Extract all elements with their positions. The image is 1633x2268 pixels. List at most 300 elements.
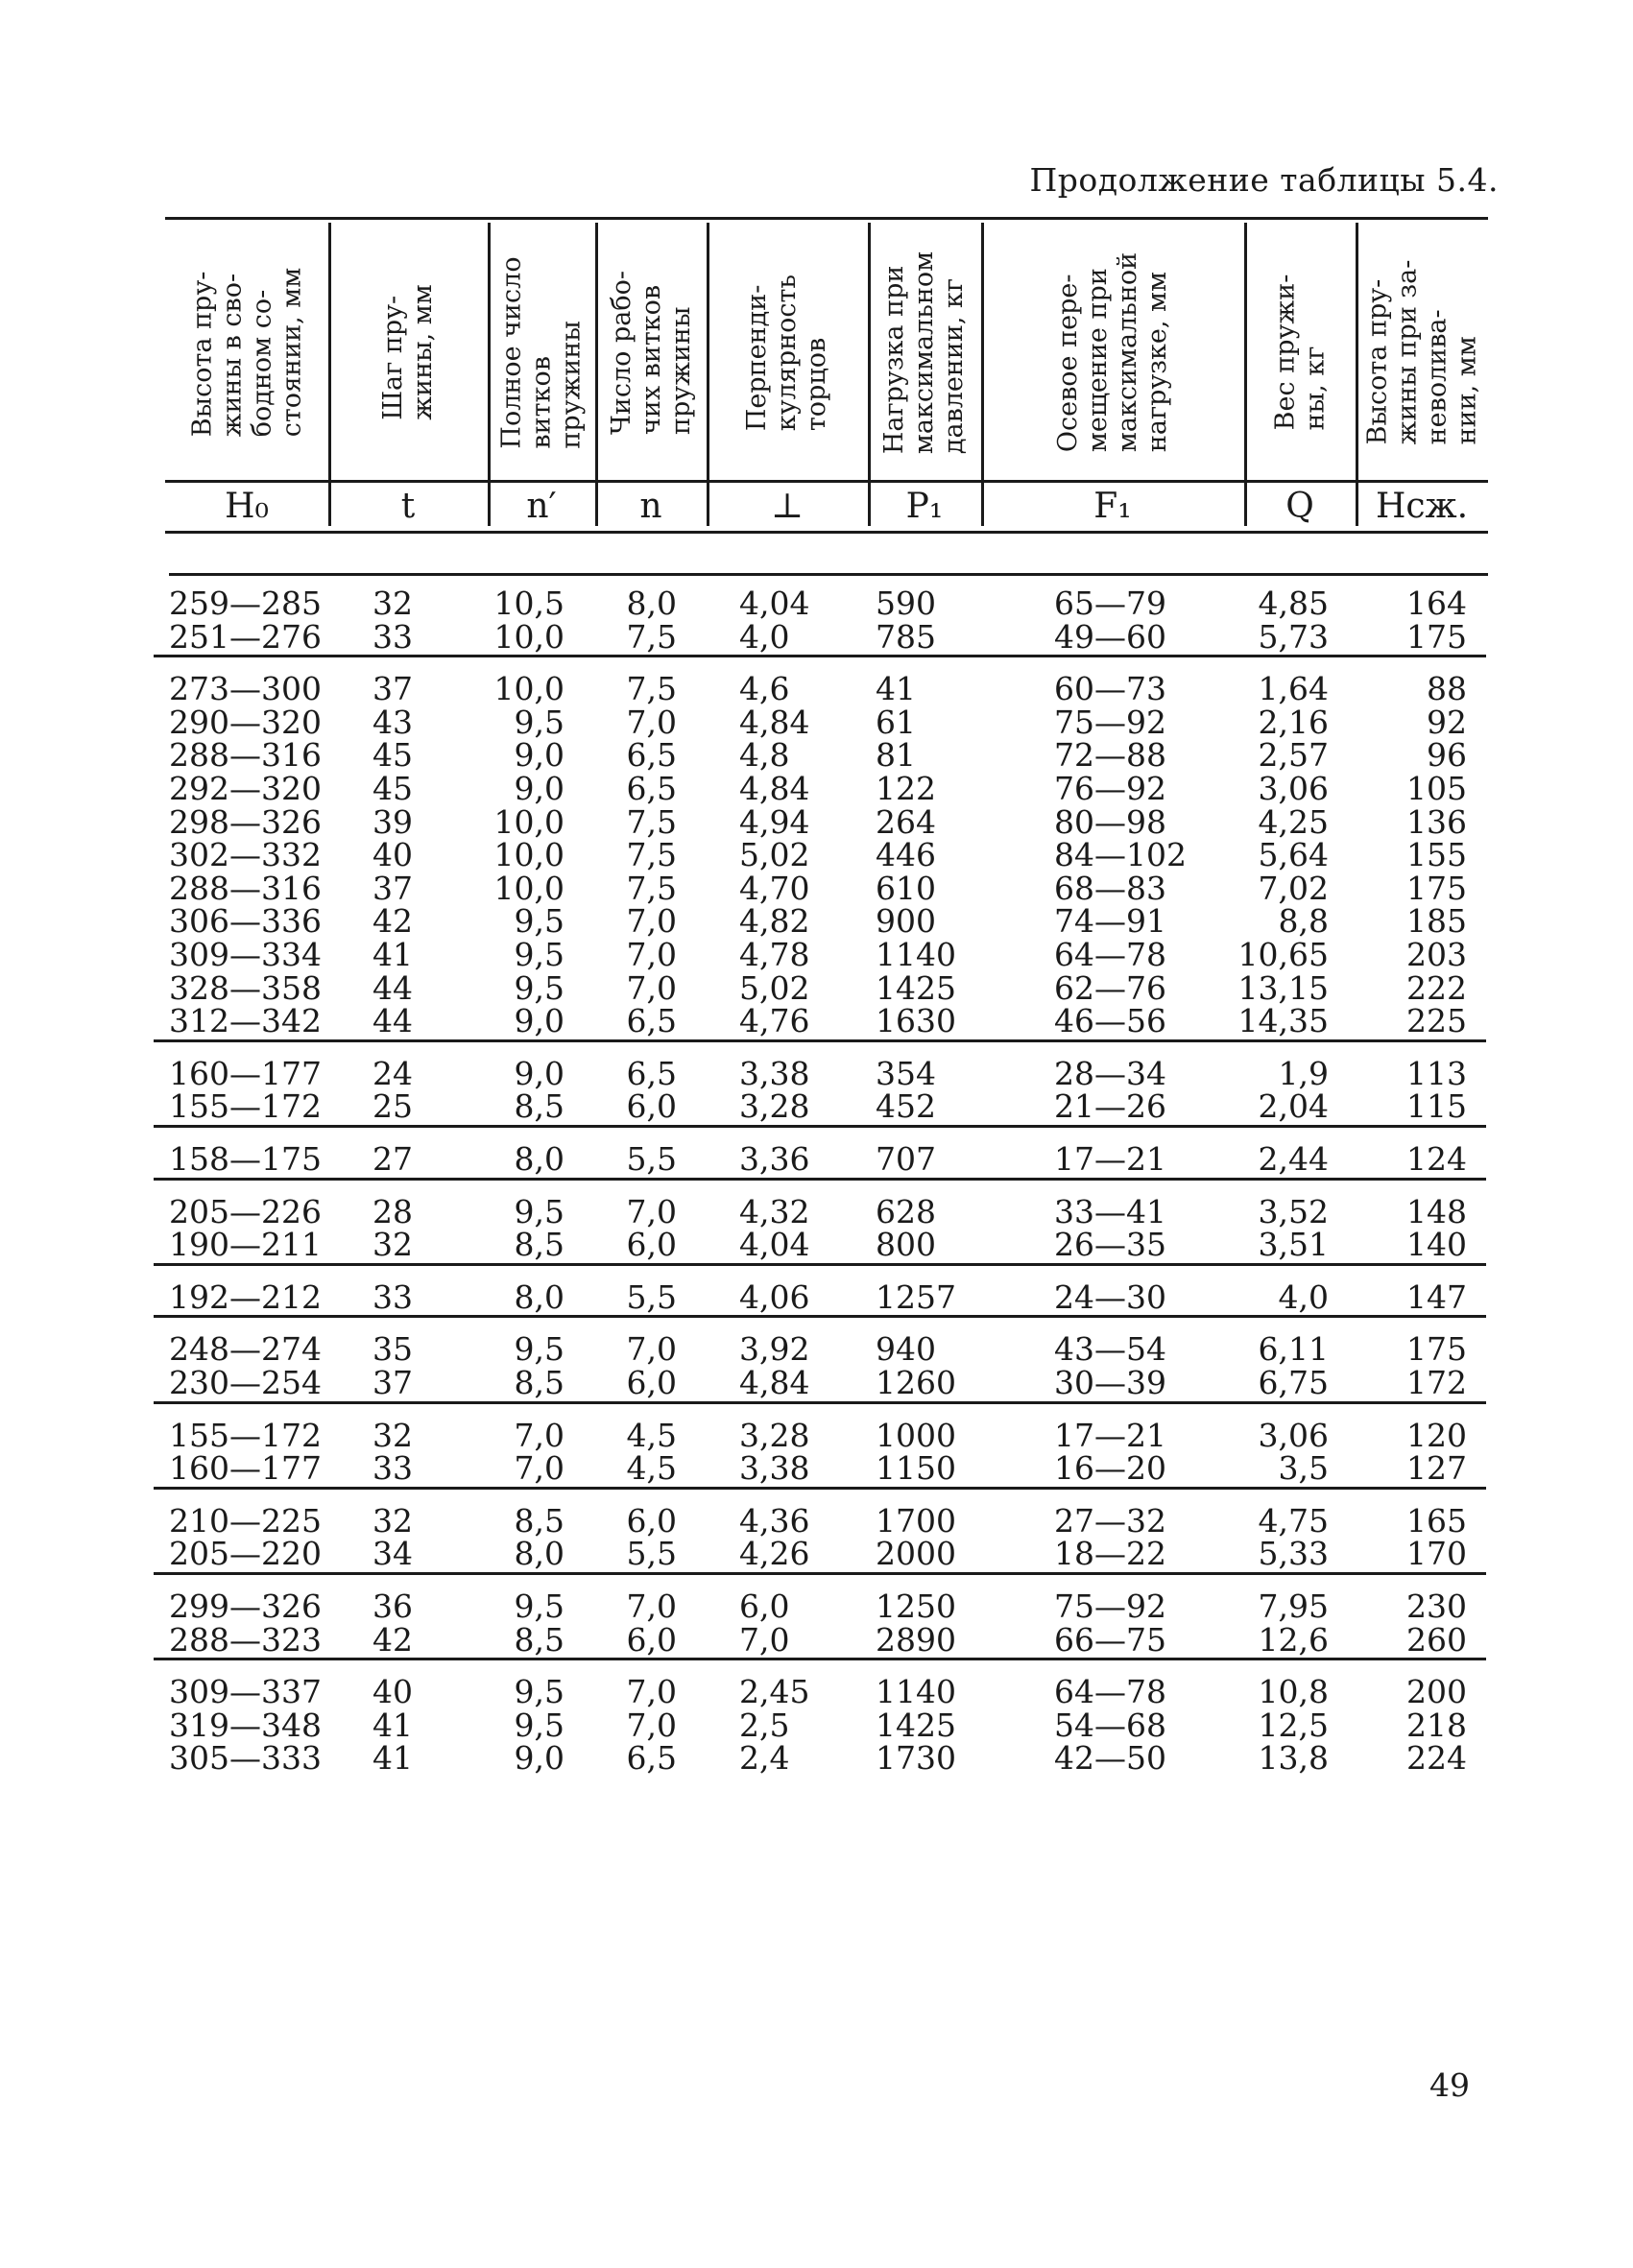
cell-n: 7,0 <box>626 968 677 1007</box>
cell-t: 39 <box>372 802 413 841</box>
cell-h0: 210—225 <box>169 1501 322 1540</box>
cell-n: 5,5 <box>626 1277 677 1316</box>
cell-p1: 900 <box>876 902 936 941</box>
header-symbol-n: n <box>639 487 662 526</box>
cell-q: 14,35 <box>1237 1002 1329 1040</box>
cell-p1: 2890 <box>876 1620 956 1659</box>
cell-p1: 452 <box>876 1087 936 1126</box>
cell-p1: 446 <box>876 836 936 874</box>
cell-perp: 4,06 <box>739 1277 810 1316</box>
cell-n: 7,0 <box>626 902 677 941</box>
cell-f1: 46—56 <box>1054 1002 1166 1040</box>
cell-t: 24 <box>372 1054 413 1092</box>
cell-p1: 1700 <box>876 1501 956 1540</box>
cell-h0: 251—276 <box>169 617 322 656</box>
cell-hsz: 155 <box>1406 836 1467 874</box>
cell-h0: 299—326 <box>169 1588 322 1625</box>
cell-t: 44 <box>372 968 413 1007</box>
cell-q: 5,33 <box>1258 1535 1329 1573</box>
cell-perp: 2,45 <box>739 1673 810 1711</box>
cell-f1: 65—79 <box>1054 585 1166 622</box>
cell-f1: 68—83 <box>1054 869 1166 907</box>
cell-f1: 24—30 <box>1054 1277 1166 1316</box>
cell-p1: 41 <box>876 670 916 708</box>
cell-f1: 66—75 <box>1054 1620 1166 1659</box>
cell-t: 27 <box>372 1140 413 1178</box>
cell-p1: 81 <box>876 736 916 775</box>
cell-n1: 9,0 <box>514 1054 564 1092</box>
header-label-h0: Высота пру- жины в сво- бодном со- стоянии, мм <box>187 267 307 438</box>
cell-t: 25 <box>372 1087 413 1126</box>
cell-t: 33 <box>372 617 413 656</box>
cell-t: 37 <box>372 1364 413 1401</box>
cell-f1: 27—32 <box>1054 1501 1166 1540</box>
cell-h0: 192—212 <box>169 1277 322 1316</box>
cell-q: 10,8 <box>1258 1673 1329 1711</box>
cell-f1: 30—39 <box>1054 1364 1166 1401</box>
cell-q: 1,9 <box>1278 1054 1329 1092</box>
cell-f1: 60—73 <box>1054 670 1166 708</box>
cell-n: 4,5 <box>626 1416 677 1454</box>
cell-hsz: 113 <box>1406 1054 1467 1092</box>
header-cell-q <box>1244 227 1356 478</box>
header-symbol-hsz: Нсж. <box>1375 487 1469 526</box>
cell-p1: 707 <box>876 1140 936 1178</box>
cell-n1: 9,5 <box>514 1673 564 1711</box>
cell-h0: 292—320 <box>169 770 322 807</box>
header-cell-n <box>595 227 707 478</box>
header-symbol-t: t <box>400 487 416 526</box>
cell-f1: 26—35 <box>1054 1226 1166 1264</box>
cell-n1: 10,5 <box>493 585 564 622</box>
cell-q: 3,51 <box>1258 1226 1329 1264</box>
cell-n: 7,5 <box>626 670 677 708</box>
cell-p1: 590 <box>876 585 936 622</box>
cell-f1: 17—21 <box>1054 1416 1166 1454</box>
cell-q: 2,44 <box>1258 1140 1329 1178</box>
table-top-rule <box>165 217 1488 220</box>
cell-t: 42 <box>372 1620 413 1659</box>
cell-n1: 9,5 <box>514 936 564 973</box>
header-symbol-p1: P₁ <box>905 487 944 526</box>
cell-n: 7,0 <box>626 1588 677 1625</box>
cell-h0: 230—254 <box>169 1364 322 1401</box>
cell-f1: 74—91 <box>1054 902 1166 941</box>
cell-h0: 302—332 <box>169 836 322 874</box>
cell-h0: 319—348 <box>169 1706 322 1744</box>
cell-p1: 1140 <box>876 1673 956 1711</box>
cell-h0: 160—177 <box>169 1449 322 1488</box>
cell-f1: 54—68 <box>1054 1706 1166 1744</box>
cell-n1: 8,5 <box>514 1087 564 1126</box>
cell-t: 36 <box>372 1588 413 1625</box>
cell-q: 10,65 <box>1237 936 1329 973</box>
cell-n1: 8,5 <box>514 1620 564 1659</box>
cell-q: 3,52 <box>1258 1192 1329 1230</box>
cell-perp: 3,38 <box>739 1054 810 1092</box>
cell-f1: 76—92 <box>1054 770 1166 807</box>
cell-t: 41 <box>372 936 413 973</box>
cell-perp: 4,6 <box>739 670 790 708</box>
cell-h0: 205—226 <box>169 1192 322 1230</box>
cell-f1: 75—92 <box>1054 703 1166 741</box>
cell-f1: 64—78 <box>1054 1673 1166 1711</box>
cell-t: 32 <box>372 1501 413 1540</box>
group-separator <box>154 1263 1486 1266</box>
cell-q: 4,0 <box>1278 1277 1329 1316</box>
cell-perp: 4,78 <box>739 936 810 973</box>
cell-t: 33 <box>372 1449 413 1488</box>
cell-hsz: 136 <box>1406 802 1467 841</box>
cell-n: 6,5 <box>626 1739 677 1778</box>
cell-p1: 628 <box>876 1192 936 1230</box>
group-separator <box>154 1401 1486 1404</box>
cell-hsz: 230 <box>1406 1588 1467 1625</box>
cell-hsz: 120 <box>1406 1416 1467 1454</box>
cell-t: 45 <box>372 770 413 807</box>
cell-n1: 9,0 <box>514 736 564 775</box>
cell-p1: 1250 <box>876 1588 956 1625</box>
cell-n: 4,5 <box>626 1449 677 1488</box>
cell-hsz: 185 <box>1406 902 1467 941</box>
cell-q: 7,95 <box>1258 1588 1329 1625</box>
header-label-q: Вес пружи- ны, кг <box>1270 274 1330 431</box>
cell-t: 44 <box>372 1002 413 1040</box>
cell-hsz: 175 <box>1406 1330 1467 1369</box>
cell-p1: 122 <box>876 770 936 807</box>
cell-h0: 312—342 <box>169 1002 322 1040</box>
cell-hsz: 222 <box>1406 968 1467 1007</box>
group-separator <box>154 655 1486 657</box>
header-cell-t <box>328 227 488 478</box>
cell-t: 32 <box>372 585 413 622</box>
cell-hsz: 96 <box>1427 736 1467 775</box>
cell-n: 7,0 <box>626 1192 677 1230</box>
header-label-f1: Осевое пере- мещение при максимальной нагрузке, мм <box>1052 251 1172 453</box>
cell-f1: 84—102 <box>1054 836 1187 874</box>
cell-t: 40 <box>372 1673 413 1711</box>
header-label-n1: Полное число витков пружины <box>496 255 587 449</box>
cell-q: 6,11 <box>1258 1330 1329 1369</box>
cell-perp: 4,04 <box>739 585 810 622</box>
cell-n1: 9,0 <box>514 1739 564 1778</box>
header-label-hsz: Высота пру- жины при за- неволива- нии, мм <box>1362 259 1481 445</box>
cell-q: 4,85 <box>1258 585 1329 622</box>
cell-q: 2,57 <box>1258 736 1329 775</box>
cell-perp: 4,8 <box>739 736 790 775</box>
cell-f1: 16—20 <box>1054 1449 1166 1488</box>
table-body-rule <box>169 573 1488 576</box>
cell-q: 8,8 <box>1278 902 1329 941</box>
cell-perp: 7,0 <box>739 1620 790 1659</box>
cell-n1: 9,5 <box>514 703 564 741</box>
cell-f1: 49—60 <box>1054 617 1166 656</box>
cell-h0: 155—172 <box>169 1416 322 1454</box>
cell-n1: 10,0 <box>493 670 564 708</box>
group-separator <box>154 1572 1486 1575</box>
cell-hsz: 218 <box>1406 1706 1467 1744</box>
cell-h0: 155—172 <box>169 1087 322 1126</box>
cell-p1: 1257 <box>876 1277 956 1316</box>
cell-n1: 10,0 <box>493 869 564 907</box>
cell-p1: 354 <box>876 1054 936 1092</box>
cell-perp: 4,70 <box>739 869 810 907</box>
cell-p1: 800 <box>876 1226 936 1264</box>
cell-h0: 248—274 <box>169 1330 322 1369</box>
cell-p1: 1630 <box>876 1002 956 1040</box>
header-label-t: Шаг пру- жины, мм <box>378 284 438 420</box>
cell-n: 5,5 <box>626 1140 677 1178</box>
cell-h0: 273—300 <box>169 670 322 708</box>
header-symbol-q: Q <box>1285 487 1314 526</box>
cell-n: 7,0 <box>626 936 677 973</box>
cell-n1: 8,0 <box>514 1277 564 1316</box>
cell-n1: 8,5 <box>514 1364 564 1401</box>
header-cell-n1 <box>488 227 595 478</box>
cell-n: 7,0 <box>626 703 677 741</box>
cell-perp: 4,0 <box>739 617 790 656</box>
cell-n: 6,5 <box>626 1002 677 1040</box>
cell-hsz: 165 <box>1406 1501 1467 1540</box>
header-cell-perp <box>707 227 868 478</box>
cell-n1: 8,5 <box>514 1501 564 1540</box>
cell-h0: 288—316 <box>169 869 322 907</box>
cell-t: 28 <box>372 1192 413 1230</box>
cell-perp: 4,26 <box>739 1535 810 1573</box>
cell-p1: 1000 <box>876 1416 956 1454</box>
cell-h0: 305—333 <box>169 1739 322 1778</box>
cell-perp: 6,0 <box>739 1588 790 1625</box>
cell-h0: 288—323 <box>169 1620 322 1659</box>
cell-hsz: 140 <box>1406 1226 1467 1264</box>
cell-n: 5,5 <box>626 1535 677 1573</box>
cell-p1: 1425 <box>876 968 956 1007</box>
cell-hsz: 175 <box>1406 869 1467 907</box>
cell-perp: 4,32 <box>739 1192 810 1230</box>
cell-h0: 309—334 <box>169 936 322 973</box>
cell-hsz: 203 <box>1406 936 1467 973</box>
cell-t: 32 <box>372 1226 413 1264</box>
cell-hsz: 127 <box>1406 1449 1467 1488</box>
cell-n: 6,5 <box>626 1054 677 1092</box>
cell-q: 2,04 <box>1258 1087 1329 1126</box>
header-symbol-perp: ⊥ <box>771 487 804 526</box>
header-cell-h0 <box>165 227 328 478</box>
cell-n: 6,0 <box>626 1620 677 1659</box>
cell-p1: 1425 <box>876 1706 956 1744</box>
cell-q: 4,25 <box>1258 802 1329 841</box>
cell-n1: 9,0 <box>514 770 564 807</box>
cell-n: 7,5 <box>626 869 677 907</box>
cell-q: 6,75 <box>1258 1364 1329 1401</box>
cell-n1: 8,5 <box>514 1226 564 1264</box>
cell-n1: 10,0 <box>493 836 564 874</box>
cell-f1: 62—76 <box>1054 968 1166 1007</box>
cell-hsz: 92 <box>1427 703 1467 741</box>
page-number: 49 <box>1429 2066 1470 2104</box>
cell-p1: 940 <box>876 1330 936 1369</box>
cell-h0: 259—285 <box>169 585 322 622</box>
cell-hsz: 260 <box>1406 1620 1467 1659</box>
cell-perp: 3,28 <box>739 1087 810 1126</box>
cell-perp: 4,94 <box>739 802 810 841</box>
header-symbol-n1: n′ <box>526 487 557 526</box>
cell-n1: 10,0 <box>493 802 564 841</box>
group-separator <box>154 1178 1486 1181</box>
cell-q: 5,73 <box>1258 617 1329 656</box>
cell-perp: 3,28 <box>739 1416 810 1454</box>
cell-h0: 328—358 <box>169 968 322 1007</box>
cell-t: 41 <box>372 1706 413 1744</box>
cell-n: 6,0 <box>626 1501 677 1540</box>
cell-q: 3,5 <box>1278 1449 1329 1488</box>
cell-n: 7,0 <box>626 1706 677 1744</box>
cell-t: 43 <box>372 703 413 741</box>
cell-q: 3,06 <box>1258 770 1329 807</box>
cell-p1: 1260 <box>876 1364 956 1401</box>
table-header-rule <box>165 480 1488 483</box>
cell-hsz: 200 <box>1406 1673 1467 1711</box>
cell-hsz: 124 <box>1406 1140 1467 1178</box>
cell-q: 2,16 <box>1258 703 1329 741</box>
cell-hsz: 88 <box>1427 670 1467 708</box>
cell-n: 7,0 <box>626 1673 677 1711</box>
cell-hsz: 225 <box>1406 1002 1467 1040</box>
cell-p1: 785 <box>876 617 936 656</box>
cell-perp: 4,84 <box>739 1364 810 1401</box>
cell-f1: 64—78 <box>1054 936 1166 973</box>
cell-f1: 28—34 <box>1054 1054 1166 1092</box>
cell-hsz: 172 <box>1406 1364 1467 1401</box>
group-separator <box>154 1125 1486 1128</box>
cell-perp: 4,84 <box>739 770 810 807</box>
cell-t: 37 <box>372 670 413 708</box>
cell-n: 6,0 <box>626 1364 677 1401</box>
cell-p1: 264 <box>876 802 936 841</box>
cell-n1: 9,5 <box>514 902 564 941</box>
cell-f1: 42—50 <box>1054 1739 1166 1778</box>
cell-n1: 8,0 <box>514 1140 564 1178</box>
cell-t: 34 <box>372 1535 413 1573</box>
header-label-p1: Нагрузка при максимальном давлении, кг <box>879 251 970 454</box>
cell-perp: 3,38 <box>739 1449 810 1488</box>
table-symbol-rule <box>165 531 1488 534</box>
cell-h0: 298—326 <box>169 802 322 841</box>
cell-q: 7,02 <box>1258 869 1329 907</box>
header-symbol-h0: H₀ <box>225 487 269 526</box>
header-symbol-f1: F₁ <box>1093 487 1132 526</box>
cell-n: 7,5 <box>626 836 677 874</box>
cell-h0: 309—337 <box>169 1673 322 1711</box>
cell-f1: 72—88 <box>1054 736 1166 775</box>
cell-q: 4,75 <box>1258 1501 1329 1540</box>
cell-n1: 7,0 <box>514 1449 564 1488</box>
cell-q: 12,6 <box>1258 1620 1329 1659</box>
cell-hsz: 224 <box>1406 1739 1467 1778</box>
cell-n: 6,5 <box>626 770 677 807</box>
group-separator <box>154 1658 1486 1660</box>
cell-p1: 1730 <box>876 1739 956 1778</box>
cell-q: 13,8 <box>1258 1739 1329 1778</box>
cell-h0: 288—316 <box>169 736 322 775</box>
cell-n: 8,0 <box>626 585 677 622</box>
group-separator <box>154 1039 1486 1042</box>
group-separator <box>154 1487 1486 1490</box>
cell-t: 32 <box>372 1416 413 1454</box>
cell-perp: 4,84 <box>739 703 810 741</box>
cell-n: 7,5 <box>626 617 677 656</box>
cell-q: 12,5 <box>1258 1706 1329 1744</box>
cell-t: 41 <box>372 1739 413 1778</box>
cell-p1: 2000 <box>876 1535 956 1573</box>
cell-q: 5,64 <box>1258 836 1329 874</box>
cell-hsz: 164 <box>1406 585 1467 622</box>
cell-perp: 2,5 <box>739 1706 790 1744</box>
cell-hsz: 170 <box>1406 1535 1467 1573</box>
header-cell-f1 <box>981 227 1244 478</box>
cell-h0: 160—177 <box>169 1054 322 1092</box>
cell-perp: 5,02 <box>739 836 810 874</box>
cell-t: 33 <box>372 1277 413 1316</box>
cell-n1: 9,5 <box>514 968 564 1007</box>
cell-hsz: 105 <box>1406 770 1467 807</box>
cell-f1: 17—21 <box>1054 1140 1166 1178</box>
cell-p1: 1140 <box>876 936 956 973</box>
cell-perp: 4,76 <box>739 1002 810 1040</box>
cell-f1: 21—26 <box>1054 1087 1166 1126</box>
cell-hsz: 147 <box>1406 1277 1467 1316</box>
cell-perp: 4,82 <box>739 902 810 941</box>
cell-n: 6,0 <box>626 1087 677 1126</box>
cell-h0: 205—220 <box>169 1535 322 1573</box>
cell-n: 6,5 <box>626 736 677 775</box>
cell-q: 13,15 <box>1237 968 1329 1007</box>
cell-f1: 33—41 <box>1054 1192 1166 1230</box>
cell-n1: 9,5 <box>514 1330 564 1369</box>
cell-n1: 9,0 <box>514 1002 564 1040</box>
cell-n1: 9,5 <box>514 1192 564 1230</box>
cell-f1: 75—92 <box>1054 1588 1166 1625</box>
header-cell-hsz <box>1356 227 1488 478</box>
cell-t: 42 <box>372 902 413 941</box>
cell-n1: 10,0 <box>493 617 564 656</box>
cell-n: 7,5 <box>626 802 677 841</box>
cell-q: 1,64 <box>1258 670 1329 708</box>
cell-h0: 190—211 <box>169 1226 322 1264</box>
cell-n1: 9,5 <box>514 1706 564 1744</box>
cell-perp: 2,4 <box>739 1739 790 1778</box>
cell-q: 3,06 <box>1258 1416 1329 1454</box>
cell-perp: 5,02 <box>739 968 810 1007</box>
cell-f1: 18—22 <box>1054 1535 1166 1573</box>
cell-h0: 158—175 <box>169 1140 322 1178</box>
table-caption: Продолжение таблицы 5.4. <box>1029 161 1499 199</box>
cell-n1: 8,0 <box>514 1535 564 1573</box>
cell-hsz: 175 <box>1406 617 1467 656</box>
cell-f1: 43—54 <box>1054 1330 1166 1369</box>
cell-n1: 9,5 <box>514 1588 564 1625</box>
cell-perp: 4,36 <box>739 1501 810 1540</box>
cell-t: 40 <box>372 836 413 874</box>
cell-t: 37 <box>372 869 413 907</box>
cell-p1: 610 <box>876 869 936 907</box>
cell-h0: 306—336 <box>169 902 322 941</box>
cell-perp: 4,04 <box>739 1226 810 1264</box>
cell-p1: 61 <box>876 703 916 741</box>
cell-hsz: 115 <box>1406 1087 1467 1126</box>
cell-n: 6,0 <box>626 1226 677 1264</box>
header-cell-p1 <box>868 227 981 478</box>
